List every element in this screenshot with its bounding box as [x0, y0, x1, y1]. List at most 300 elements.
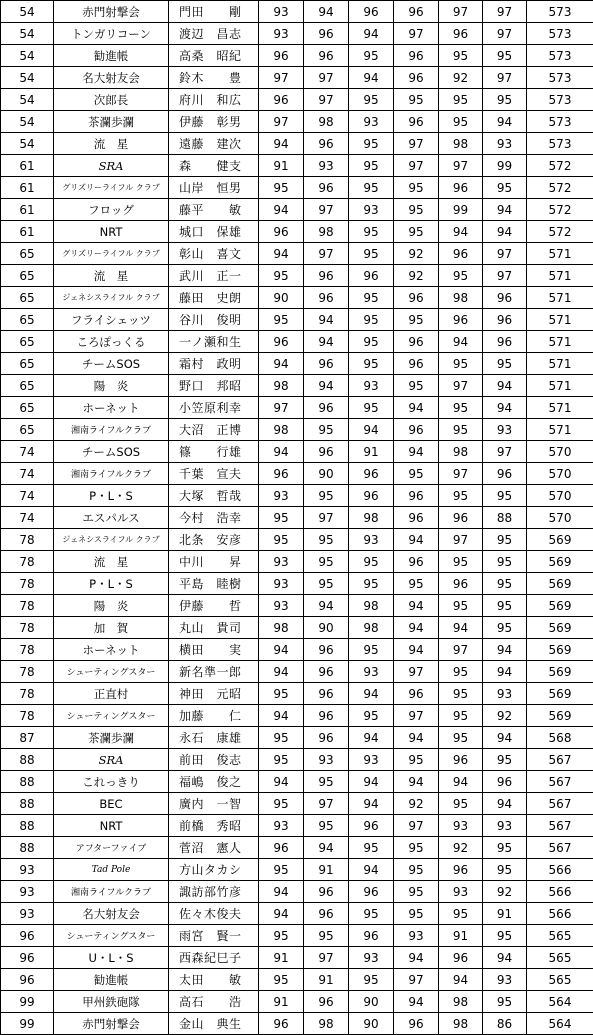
shooter-name-cell: 山岸 恒男 — [169, 177, 259, 199]
series-5-score: 98 — [439, 441, 483, 463]
series-5-score: 95 — [439, 397, 483, 419]
team-cell: 赤門射撃会 — [54, 1, 169, 23]
team-cell: 名大射友会 — [54, 67, 169, 89]
series-5-score: 96 — [439, 507, 483, 529]
shooter-name-cell: 前橋 秀昭 — [169, 815, 259, 837]
series-5-score: 98 — [439, 1013, 483, 1035]
series-4-score: 92 — [394, 265, 439, 287]
total-score: 570 — [527, 507, 593, 529]
series-4-score: 94 — [394, 947, 439, 969]
table-row — [1, 969, 593, 991]
series-1-score: 96 — [259, 89, 304, 111]
shooter-name-cell: 府川 和広 — [169, 89, 259, 111]
series-4-score: 92 — [394, 243, 439, 265]
series-6-score: 96 — [483, 331, 527, 353]
shooter-name-cell: 篠 行雄 — [169, 441, 259, 463]
rank-cell: 88 — [1, 793, 54, 815]
table-row — [1, 507, 593, 529]
series-1-score: 93 — [259, 551, 304, 573]
team-cell: 勧進帳 — [54, 45, 169, 67]
series-1-score: 98 — [259, 419, 304, 441]
rank-cell: 96 — [1, 925, 54, 947]
team-cell: チームSOS — [54, 441, 169, 463]
team-cell: P・L・S — [54, 573, 169, 595]
series-4-score: 96 — [394, 1013, 439, 1035]
table-row — [1, 815, 593, 837]
rank-cell: 54 — [1, 111, 54, 133]
series-5-score: 94 — [439, 771, 483, 793]
series-5-score: 96 — [439, 573, 483, 595]
series-3-score: 94 — [349, 859, 394, 881]
series-6-score: 94 — [483, 199, 527, 221]
series-6-score: 95 — [483, 749, 527, 771]
series-4-score: 94 — [394, 991, 439, 1013]
rank-cell: 78 — [1, 617, 54, 639]
series-3-score: 96 — [349, 485, 394, 507]
series-4-score: 95 — [394, 309, 439, 331]
series-6-score: 95 — [483, 353, 527, 375]
team-cell: 流 星 — [54, 133, 169, 155]
series-5-score: 95 — [439, 705, 483, 727]
total-score: 573 — [527, 111, 593, 133]
total-score: 569 — [527, 595, 593, 617]
shooter-name-cell: 菅沼 憲人 — [169, 837, 259, 859]
series-5-score: 91 — [439, 925, 483, 947]
series-2-score: 94 — [304, 595, 349, 617]
team-cell: SRA — [54, 155, 169, 177]
shooter-name-cell: 廣内 一智 — [169, 793, 259, 815]
shooter-name-cell: 西森紀巳子 — [169, 947, 259, 969]
series-2-score: 95 — [304, 529, 349, 551]
series-2-score: 96 — [304, 683, 349, 705]
shooter-name-cell: 加藤 仁 — [169, 705, 259, 727]
series-3-score: 93 — [349, 375, 394, 397]
series-5-score: 96 — [439, 309, 483, 331]
series-6-score: 95 — [483, 859, 527, 881]
series-6-score: 95 — [483, 573, 527, 595]
series-3-score: 95 — [349, 837, 394, 859]
total-score: 571 — [527, 331, 593, 353]
total-score: 569 — [527, 661, 593, 683]
total-score: 566 — [527, 903, 593, 925]
team-cell: グリズリーライフル クラブ — [54, 243, 169, 265]
series-3-score: 95 — [349, 287, 394, 309]
series-1-score: 94 — [259, 639, 304, 661]
table-row — [1, 45, 593, 67]
rank-cell: 65 — [1, 331, 54, 353]
rank-cell: 78 — [1, 705, 54, 727]
shooter-name-cell: 谷川 俊明 — [169, 309, 259, 331]
team-cell: NRT — [54, 815, 169, 837]
shooter-name-cell: 渡辺 昌志 — [169, 23, 259, 45]
series-4-score: 96 — [394, 551, 439, 573]
team-cell: 次郎長 — [54, 89, 169, 111]
series-6-score: 93 — [483, 419, 527, 441]
table-row — [1, 485, 593, 507]
series-3-score: 95 — [349, 573, 394, 595]
series-5-score: 97 — [439, 155, 483, 177]
series-6-score: 96 — [483, 463, 527, 485]
series-1-score: 95 — [259, 265, 304, 287]
series-1-score: 95 — [259, 859, 304, 881]
series-2-score: 96 — [304, 133, 349, 155]
series-1-score: 97 — [259, 111, 304, 133]
series-5-score: 99 — [439, 199, 483, 221]
series-2-score: 94 — [304, 309, 349, 331]
series-3-score: 95 — [349, 89, 394, 111]
total-score: 569 — [527, 529, 593, 551]
team-cell: SRA — [54, 749, 169, 771]
series-6-score: 97 — [483, 265, 527, 287]
series-6-score: 93 — [483, 969, 527, 991]
team-cell: U・L・S — [54, 947, 169, 969]
series-3-score: 96 — [349, 463, 394, 485]
table-row — [1, 441, 593, 463]
series-6-score: 96 — [483, 287, 527, 309]
total-score: 571 — [527, 353, 593, 375]
series-5-score: 95 — [439, 111, 483, 133]
series-2-score: 95 — [304, 771, 349, 793]
table-row — [1, 705, 593, 727]
total-score: 570 — [527, 485, 593, 507]
series-6-score: 94 — [483, 397, 527, 419]
series-5-score: 94 — [439, 969, 483, 991]
series-1-score: 96 — [259, 331, 304, 353]
series-1-score: 97 — [259, 397, 304, 419]
team-cell: 加 賀 — [54, 617, 169, 639]
total-score: 568 — [527, 727, 593, 749]
series-1-score: 94 — [259, 441, 304, 463]
series-5-score: 95 — [439, 793, 483, 815]
rank-cell: 74 — [1, 441, 54, 463]
team-cell: 甲州鉄砲隊 — [54, 991, 169, 1013]
series-1-score: 95 — [259, 309, 304, 331]
rank-cell: 88 — [1, 815, 54, 837]
series-4-score: 95 — [394, 903, 439, 925]
series-3-score: 93 — [349, 111, 394, 133]
series-3-score: 95 — [349, 969, 394, 991]
series-5-score: 97 — [439, 639, 483, 661]
series-5-score: 95 — [439, 89, 483, 111]
team-cell: トンガリコーン — [54, 23, 169, 45]
series-2-score: 96 — [304, 881, 349, 903]
total-score: 573 — [527, 23, 593, 45]
table-row — [1, 353, 593, 375]
series-2-score: 96 — [304, 177, 349, 199]
series-4-score: 96 — [394, 1, 439, 23]
shooter-name-cell: 門田 剛 — [169, 1, 259, 23]
rank-cell: 78 — [1, 551, 54, 573]
total-score: 567 — [527, 815, 593, 837]
series-3-score: 95 — [349, 309, 394, 331]
series-3-score: 96 — [349, 1, 394, 23]
shooter-name-cell: 大塚 哲哉 — [169, 485, 259, 507]
shooter-name-cell: 武川 正一 — [169, 265, 259, 287]
series-5-score: 93 — [439, 815, 483, 837]
series-4-score: 94 — [394, 595, 439, 617]
series-4-score: 97 — [394, 661, 439, 683]
series-2-score: 95 — [304, 925, 349, 947]
series-5-score: 97 — [439, 463, 483, 485]
rank-cell: 65 — [1, 353, 54, 375]
shooter-name-cell: 平島 睦樹 — [169, 573, 259, 595]
team-cell: シューティングスター — [54, 925, 169, 947]
table-row — [1, 133, 593, 155]
team-cell: アフターファイブ — [54, 837, 169, 859]
series-6-score: 94 — [483, 661, 527, 683]
team-cell: ころぽっくる — [54, 331, 169, 353]
shooter-name-cell: 福嶋 俊之 — [169, 771, 259, 793]
series-5-score: 95 — [439, 45, 483, 67]
series-2-score: 95 — [304, 815, 349, 837]
series-5-score: 95 — [439, 551, 483, 573]
team-cell: エスパルス — [54, 507, 169, 529]
series-4-score: 94 — [394, 639, 439, 661]
table-row — [1, 397, 593, 419]
table-row — [1, 243, 593, 265]
table-row — [1, 463, 593, 485]
series-5-score: 94 — [439, 617, 483, 639]
series-3-score: 95 — [349, 243, 394, 265]
series-1-score: 95 — [259, 727, 304, 749]
series-6-score: 96 — [483, 309, 527, 331]
table-row — [1, 991, 593, 1013]
table-row — [1, 617, 593, 639]
series-4-score: 97 — [394, 155, 439, 177]
series-5-score: 98 — [439, 287, 483, 309]
total-score: 564 — [527, 991, 593, 1013]
series-6-score: 97 — [483, 1, 527, 23]
series-4-score: 96 — [394, 67, 439, 89]
table-row — [1, 287, 593, 309]
series-6-score: 97 — [483, 23, 527, 45]
series-6-score: 94 — [483, 727, 527, 749]
shooter-name-cell: 丸山 貴司 — [169, 617, 259, 639]
rank-cell: 61 — [1, 221, 54, 243]
series-5-score: 95 — [439, 485, 483, 507]
series-3-score: 95 — [349, 639, 394, 661]
table-row — [1, 595, 593, 617]
series-4-score: 95 — [394, 89, 439, 111]
shooter-name-cell: 森 健支 — [169, 155, 259, 177]
table-row — [1, 309, 593, 331]
series-1-score: 96 — [259, 221, 304, 243]
series-2-score: 96 — [304, 45, 349, 67]
series-6-score: 92 — [483, 881, 527, 903]
series-4-score: 94 — [394, 529, 439, 551]
series-6-score: 97 — [483, 441, 527, 463]
series-4-score: 96 — [394, 419, 439, 441]
series-1-score: 93 — [259, 595, 304, 617]
series-5-score: 94 — [439, 221, 483, 243]
series-2-score: 93 — [304, 155, 349, 177]
series-2-score: 91 — [304, 969, 349, 991]
team-cell: シューティングスター — [54, 705, 169, 727]
rank-cell: 99 — [1, 991, 54, 1013]
series-3-score: 95 — [349, 551, 394, 573]
total-score: 571 — [527, 375, 593, 397]
series-2-score: 96 — [304, 441, 349, 463]
series-2-score: 96 — [304, 265, 349, 287]
total-score: 573 — [527, 45, 593, 67]
series-1-score: 95 — [259, 683, 304, 705]
series-3-score: 94 — [349, 419, 394, 441]
total-score: 567 — [527, 793, 593, 815]
series-6-score: 94 — [483, 793, 527, 815]
series-1-score: 95 — [259, 925, 304, 947]
series-5-score: 96 — [439, 859, 483, 881]
series-4-score: 95 — [394, 199, 439, 221]
series-2-score: 94 — [304, 1, 349, 23]
team-cell: 流 星 — [54, 551, 169, 573]
series-1-score: 95 — [259, 793, 304, 815]
series-6-score: 95 — [483, 551, 527, 573]
series-3-score: 96 — [349, 815, 394, 837]
total-score: 564 — [527, 1013, 593, 1035]
series-4-score: 94 — [394, 441, 439, 463]
series-2-score: 96 — [304, 287, 349, 309]
series-1-score: 94 — [259, 661, 304, 683]
total-score: 573 — [527, 133, 593, 155]
rank-cell: 54 — [1, 45, 54, 67]
rank-cell: 88 — [1, 837, 54, 859]
series-3-score: 95 — [349, 177, 394, 199]
series-3-score: 94 — [349, 727, 394, 749]
series-1-score: 94 — [259, 705, 304, 727]
series-3-score: 95 — [349, 155, 394, 177]
total-score: 569 — [527, 683, 593, 705]
series-3-score: 94 — [349, 771, 394, 793]
shooter-name-cell: 北条 安彦 — [169, 529, 259, 551]
series-4-score: 94 — [394, 727, 439, 749]
shooter-name-cell: 小笠原利幸 — [169, 397, 259, 419]
total-score: 573 — [527, 1, 593, 23]
series-1-score: 95 — [259, 969, 304, 991]
series-5-score: 97 — [439, 1, 483, 23]
rank-cell: 99 — [1, 1013, 54, 1035]
series-2-score: 96 — [304, 23, 349, 45]
series-3-score: 95 — [349, 705, 394, 727]
rank-cell: 88 — [1, 771, 54, 793]
series-1-score: 96 — [259, 463, 304, 485]
rank-cell: 96 — [1, 947, 54, 969]
rank-cell: 78 — [1, 573, 54, 595]
total-score: 573 — [527, 89, 593, 111]
series-4-score: 96 — [394, 683, 439, 705]
rank-cell: 78 — [1, 661, 54, 683]
total-score: 566 — [527, 881, 593, 903]
rank-cell: 78 — [1, 595, 54, 617]
total-score: 569 — [527, 705, 593, 727]
shooter-name-cell: 今村 浩幸 — [169, 507, 259, 529]
total-score: 571 — [527, 287, 593, 309]
rank-cell: 65 — [1, 375, 54, 397]
table-row — [1, 177, 593, 199]
team-cell: ジェネシスライフル クラブ — [54, 287, 169, 309]
series-2-score: 90 — [304, 463, 349, 485]
series-3-score: 95 — [349, 353, 394, 375]
table-row — [1, 221, 593, 243]
rank-cell: 61 — [1, 155, 54, 177]
shooter-name-cell: 雨宮 賢一 — [169, 925, 259, 947]
total-score: 572 — [527, 155, 593, 177]
table-row — [1, 683, 593, 705]
series-3-score: 93 — [349, 947, 394, 969]
series-6-score: 94 — [483, 375, 527, 397]
series-1-score: 98 — [259, 375, 304, 397]
team-cell: 茶瀾歩瀾 — [54, 727, 169, 749]
series-6-score: 95 — [483, 89, 527, 111]
series-6-score: 95 — [483, 991, 527, 1013]
series-1-score: 93 — [259, 815, 304, 837]
rank-cell: 65 — [1, 265, 54, 287]
shooter-name-cell: 伊藤 彰男 — [169, 111, 259, 133]
series-1-score: 94 — [259, 353, 304, 375]
rank-cell: 65 — [1, 309, 54, 331]
series-3-score: 95 — [349, 45, 394, 67]
team-cell: 陽 炎 — [54, 375, 169, 397]
series-6-score: 95 — [483, 177, 527, 199]
series-1-score: 91 — [259, 155, 304, 177]
series-2-score: 96 — [304, 639, 349, 661]
shooter-name-cell: 大沼 正博 — [169, 419, 259, 441]
total-score: 565 — [527, 947, 593, 969]
series-1-score: 91 — [259, 991, 304, 1013]
rank-cell: 74 — [1, 485, 54, 507]
team-cell: 湘南ライフルクラブ — [54, 881, 169, 903]
table-row — [1, 1, 593, 23]
series-5-score: 96 — [439, 749, 483, 771]
series-1-score: 98 — [259, 617, 304, 639]
rank-cell: 54 — [1, 89, 54, 111]
series-4-score: 96 — [394, 111, 439, 133]
series-6-score: 86 — [483, 1013, 527, 1035]
shooter-name-cell: 一ノ瀬和生 — [169, 331, 259, 353]
team-cell: ジェネシスライフル クラブ — [54, 529, 169, 551]
table-row — [1, 837, 593, 859]
team-cell: 茶瀾歩瀾 — [54, 111, 169, 133]
total-score: 569 — [527, 573, 593, 595]
shooter-name-cell: 佐々木俊夫 — [169, 903, 259, 925]
series-1-score: 95 — [259, 507, 304, 529]
total-score: 572 — [527, 221, 593, 243]
series-2-score: 97 — [304, 243, 349, 265]
shooter-name-cell: 金山 典生 — [169, 1013, 259, 1035]
series-4-score: 96 — [394, 353, 439, 375]
series-4-score: 95 — [394, 375, 439, 397]
table-row — [1, 771, 593, 793]
shooter-name-cell: 横田 実 — [169, 639, 259, 661]
series-2-score: 94 — [304, 837, 349, 859]
series-1-score: 93 — [259, 1, 304, 23]
series-4-score: 94 — [394, 617, 439, 639]
total-score: 569 — [527, 551, 593, 573]
series-4-score: 97 — [394, 133, 439, 155]
shooter-name-cell: 鈴木 豊 — [169, 67, 259, 89]
series-3-score: 94 — [349, 683, 394, 705]
series-4-score: 93 — [394, 925, 439, 947]
series-6-score: 93 — [483, 683, 527, 705]
series-4-score: 95 — [394, 749, 439, 771]
series-2-score: 96 — [304, 903, 349, 925]
rank-cell: 74 — [1, 507, 54, 529]
team-cell: シューティングスター — [54, 661, 169, 683]
series-4-score: 96 — [394, 331, 439, 353]
series-6-score: 95 — [483, 485, 527, 507]
series-1-score: 94 — [259, 881, 304, 903]
series-3-score: 96 — [349, 925, 394, 947]
series-6-score: 93 — [483, 815, 527, 837]
